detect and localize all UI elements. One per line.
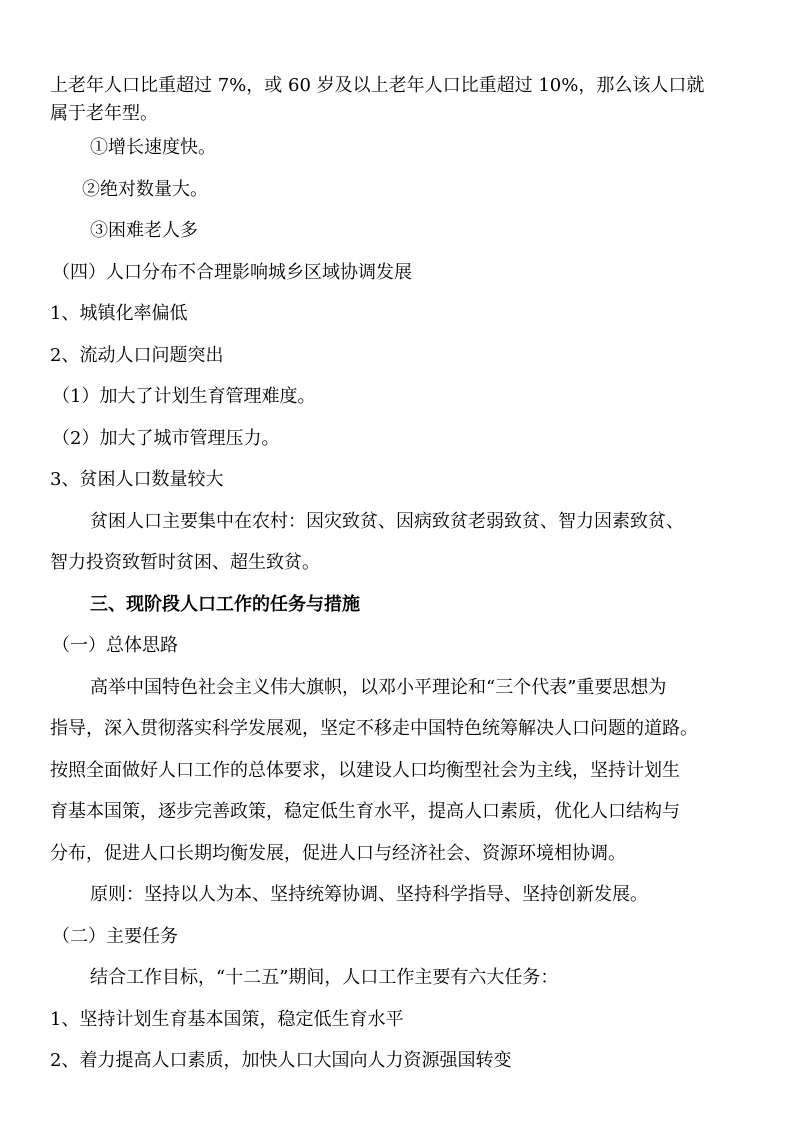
paragraph-line: 结合工作目标，“十二五”期间，人口工作主要有六大任务： [90,967,559,988]
list-item: 2、流动人口问题突出 [50,345,224,366]
section-heading: （二）主要任务 [52,926,178,947]
list-item: 1、坚持计划生育基本国策，稳定低生育水平 [50,1009,404,1030]
paragraph-line: 上老年人口比重超过 7%，或 60 岁及以上老年人口比重超过 10%，那么该人口就 [50,75,705,96]
paragraph-line: 属于老年型。 [50,103,158,124]
paragraph-line: 育基本国策，逐步完善政策，稳定低生育水平，提高人口素质，优化人口结构与 [50,801,680,822]
paragraph-line: 高举中国特色社会主义伟大旗帜，以邓小平理论和“三个代表”重要思想为 [90,677,667,698]
list-item: （1）加大了计划生育管理难度。 [52,386,316,407]
paragraph-line: 原则：坚持以人为本、坚持统筹协调、坚持科学指导、坚持创新发展。 [90,884,648,905]
list-item: 2、着力提高人口素质，加快人口大国向人力资源强国转变 [50,1050,512,1071]
list-item: 1、城镇化率偏低 [50,303,188,324]
list-item: ③困难老人多 [90,220,198,241]
section-heading: （四）人口分布不合理影响城乡区域协调发展 [52,262,412,283]
list-item: ②绝对数量大。 [82,179,208,200]
paragraph-line: 按照全面做好人口工作的总体要求，以建设人口均衡型社会为主线，坚持计划生 [50,760,680,781]
list-item: 3、贫困人口数量较大 [50,469,224,490]
paragraph-line: 贫困人口主要集中在农村：因灾致贫、因病致贫老弱致贫、智力因素致贫、 [90,511,684,532]
paragraph-line: 分布，促进人口长期均衡发展，促进人口与经济社会、资源环境相协调。 [50,843,626,864]
list-item: ①增长速度快。 [90,137,216,158]
paragraph-line: 指导，深入贯彻落实科学发展观，坚定不移走中国特色统筹解决人口问题的道路。 [50,718,698,739]
list-item: （2）加大了城市管理压力。 [52,428,280,449]
chapter-heading: 三、现阶段人口工作的任务与措施 [90,594,360,615]
section-heading: （一）总体思路 [52,635,178,656]
paragraph-line: 智力投资致暂时贫困、超生致贫。 [50,552,320,573]
